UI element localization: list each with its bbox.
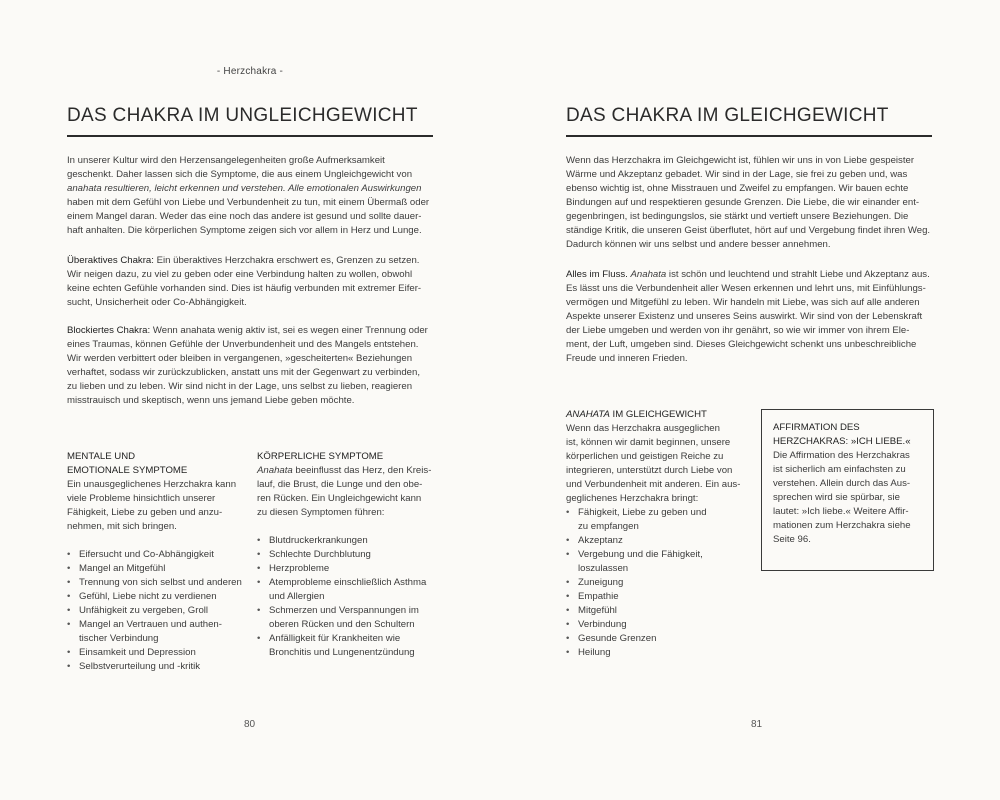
list-item-line: • Verbindung — [578, 619, 627, 630]
affirmation-content — [773, 421, 928, 547]
intro-line: Wärme und Akzeptanz gebadet. Wir sind in der Lage, sie frei zu geben und, was — [566, 169, 908, 180]
list-item — [566, 506, 756, 534]
list-item-line: • Akzeptanz — [578, 535, 623, 546]
list-item — [67, 646, 252, 660]
list-item-line: • Schlechte Durchblutung — [269, 549, 371, 560]
list-item — [67, 548, 252, 562]
intro-line: In unserer Kultur wird den Herzensangelegenheiten große Aufmerksamkeit — [67, 155, 385, 166]
left-intro-paragraph — [67, 154, 447, 238]
list-item-line: • Atemprobleme einschließlich Asthma — [269, 577, 427, 588]
list-item — [566, 604, 756, 618]
affirmation-body-line: Seite 96. — [773, 534, 811, 545]
affirmation-box — [761, 409, 934, 571]
physical-symptoms-column — [257, 450, 447, 660]
left-heading-rule — [67, 135, 433, 137]
intro-line: haben mit dem Gefühl von Liebe und Verbundenheit zu tun, mit einem Übermaß oder — [67, 197, 430, 208]
list-item-line: • Fähigkeit, Liebe zu geben und — [578, 507, 707, 518]
affirmation-title-line: HERZCHAKRAS: »ICH LIEBE.« — [773, 436, 911, 447]
balance-intro-line: integrieren, unterstützt durch Liebe von — [566, 465, 733, 476]
list-item — [257, 604, 447, 632]
affirmation-body-line: lautet: »Ich liebe.« Weitere Affir- — [773, 506, 909, 517]
list-item-line: • Unfähigkeit zu vergeben, Groll — [79, 605, 209, 616]
list-item-line: • Mangel an Vertrauen und authen- — [79, 619, 222, 630]
flow-line: Aspekte unserer Existenz und unseres Seins auswirkt. Wir sind von der Lebenskraft — [566, 311, 923, 322]
list-item — [566, 576, 756, 590]
list-item — [67, 618, 252, 646]
blocked-line: Blockiertes Chakra: Wenn anahata wenig aktiv ist, sei es wegen einer Trennung oder — [67, 325, 428, 336]
physical-intro-line: zu diesen Symptomen führen: — [257, 507, 385, 518]
list-item-line: • Gesunde Grenzen — [578, 633, 657, 644]
flow-paragraph — [566, 268, 946, 366]
list-item-line: • Mitgefühl — [578, 605, 617, 616]
right-heading-rule — [566, 135, 932, 137]
list-item-line: • Eifersucht und Co-Abhängigkeit — [79, 549, 214, 560]
blocked-label: Blockiertes Chakra: — [67, 325, 151, 336]
physical-symptom-list — [257, 534, 447, 660]
balance-intro-line: und Verbundenheit mit anderen. Ein aus- — [566, 479, 741, 490]
list-item — [566, 534, 756, 548]
balance-benefit-list — [566, 506, 756, 660]
physical-intro-line: ren Rücken. Ein Ungleichgewicht kann — [257, 493, 422, 504]
blocked-line: zu lieben und zu leben. Wir sind nicht in der Lage, uns selbst zu lieben, reagieren — [67, 381, 413, 392]
list-item — [257, 632, 447, 660]
list-item — [67, 660, 252, 674]
list-item — [257, 534, 447, 548]
flow-line: Es lässt uns die Verbundenheit aller Wesen erkennen und lehrt uns, mit Einfühlungs- — [566, 283, 926, 294]
list-item — [67, 604, 252, 618]
mental-intro-line: Fähigkeit, Liebe zu geben und anzu- — [67, 507, 223, 518]
mental-intro-line: viele Probleme hinsichtlich unserer — [67, 493, 216, 504]
list-item-line: • Heilung — [578, 647, 611, 658]
intro-line: haft anhalten. Die körperlichen Symptome zeigen sich vor allem in Herz und Lunge. — [67, 225, 422, 236]
list-item-line: • Blutdruckerkrankungen — [269, 535, 368, 546]
list-item — [566, 646, 756, 660]
intro-line: gegenbringen, ist bedingungslos, sie stärkt und vertieft unsere Beziehungen. Die — [566, 211, 909, 222]
mental-heading-line: MENTALE UND — [67, 451, 136, 462]
list-item-line: • Anfälligkeit für Krankheiten wie — [269, 633, 401, 644]
list-item-line: und Allergien — [269, 591, 325, 602]
list-item-line: • Schmerzen und Verspannungen im — [269, 605, 419, 616]
intro-line: Dadurch können wir uns selbst und andere besser annehmen. — [566, 239, 831, 250]
mental-symptom-list — [67, 548, 252, 674]
list-item-line: • Selbstverurteilung und -kritik — [79, 661, 201, 672]
overactive-line: Überaktives Chakra: Ein überaktives Herzchakra erschwert es, Grenzen zu setzen. — [67, 255, 420, 266]
blocked-line: eines Traumas, können Gefühle der Unverbundenheit und des Mangels entstehen. — [67, 339, 419, 350]
right-intro-paragraph — [566, 154, 946, 252]
list-item — [67, 590, 252, 604]
mental-intro-line: nehmen, mit sich bringen. — [67, 521, 177, 532]
list-item — [67, 576, 252, 590]
list-item — [257, 562, 447, 576]
flow-label: Alles im Fluss. — [566, 269, 628, 280]
list-item-line: loszulassen — [578, 563, 629, 574]
list-item-line: tischer Verbindung — [79, 633, 159, 644]
list-item — [67, 562, 252, 576]
affirmation-body-line: ist sicherlich am einfachsten zu — [773, 464, 906, 475]
right-page-heading: DAS CHAKRA IM GLEICHGEWICHT — [566, 105, 889, 126]
intro-line: ständige Kritik, die unseren Geist überflutet, hört auf und Vergebung findet ihren Weg. — [566, 225, 931, 236]
list-item-line: • Einsamkeit und Depression — [79, 647, 196, 658]
list-item — [566, 632, 756, 646]
overactive-paragraph — [67, 254, 447, 310]
list-item-line: • Herzprobleme — [269, 563, 330, 574]
physical-intro-line: lauf, die Brust, die Lunge und den obe- — [257, 479, 423, 490]
list-item-line: • Trennung von sich selbst und anderen — [79, 577, 242, 588]
list-item-line: • Mangel an Mitgefühl — [79, 563, 166, 574]
running-head: - Herzchakra - — [216, 66, 284, 77]
physical-heading: KÖRPERLICHE SYMPTOME — [257, 451, 384, 462]
list-item-line: • Zuneigung — [578, 577, 624, 588]
list-item — [257, 548, 447, 562]
overactive-line: sucht, Unsicherheit oder Co-Abhängigkeit. — [67, 297, 247, 308]
list-item-line: zu empfangen — [578, 521, 639, 532]
list-item — [566, 548, 756, 576]
intro-line: ebenso wichtig ist, ohne Misstrauen und Zweifel zu empfangen. Wir bauen echte — [566, 183, 909, 194]
physical-intro-line: Anahata beeinflusst das Herz, den Kreis- — [257, 465, 432, 476]
list-item — [566, 590, 756, 604]
right-page-number: 81 — [751, 719, 763, 730]
overactive-line: Wir neigen dazu, zu viel zu geben oder eine Verbindung halten zu wollen, obwohl — [67, 269, 413, 280]
affirmation-body-line: mationen zum Herzchakra siehe — [773, 520, 911, 531]
intro-line: Bindungen auf und respektieren gesunde Grenzen. Die Liebe, die wir einander ent- — [566, 197, 920, 208]
mental-heading-line: EMOTIONALE SYMPTOME — [67, 465, 188, 476]
affirmation-body-line: Die Affirmation des Herzchakras — [773, 450, 910, 461]
intro-line: Wenn das Herzchakra im Gleichgewicht ist, fühlen wir uns in von Liebe gespeister — [566, 155, 915, 166]
blocked-paragraph — [67, 324, 447, 408]
flow-line: der Liebe umgeben und werden von ihr genährt, so wie wir immer von ihrem Ele- — [566, 325, 910, 336]
intro-line: geschenkt. Daher lassen sich die Symptome, die aus einem Ungleichgewicht von — [67, 169, 413, 180]
mental-intro-line: Ein unausgeglichenes Herzchakra kann — [67, 479, 237, 490]
blocked-line: Wir werden verbittert oder bleiben in vergangenen, »gescheiterten« Beziehungen — [67, 353, 413, 364]
flow-line: Freude und inneren Frieden. — [566, 353, 688, 364]
balance-column — [566, 408, 756, 660]
mental-symptoms-column — [67, 450, 252, 674]
list-item-line: • Gefühl, Liebe nicht zu verdienen — [79, 591, 217, 602]
balance-heading: ANAHATA IM GLEICHGEWICHT — [566, 409, 707, 420]
left-page-heading: DAS CHAKRA IM UNGLEICHGEWICHT — [67, 105, 418, 126]
intro-line: einem Mangel daran. Weder das eine noch das andere ist gesund und sollte dauer- — [67, 211, 422, 222]
flow-line: vermögen und Mitgefühl zu leben. Wir handeln mit Liebe, was sich auf alle anderen — [566, 297, 920, 308]
intro-line: anahata resultieren, leicht erkennen und verstehen. Alle emotionalen Auswirkungen — [67, 183, 422, 194]
left-page-number: 80 — [244, 719, 256, 730]
balance-intro-line: geglichenes Herzchakra bringt: — [566, 493, 699, 504]
list-item-line: • Vergebung und die Fähigkeit, — [578, 549, 703, 560]
flow-line: Alles im Fluss. Anahata ist schön und leuchtend und strahlt Liebe und Akzeptanz aus. — [566, 269, 930, 280]
list-item-line: Bronchitis und Lungenentzündung — [269, 647, 415, 658]
list-item — [566, 618, 756, 632]
blocked-line: misstrauisch und skeptisch, wenn uns jemand Liebe geben möchte. — [67, 395, 355, 406]
list-item-line: • Empathie — [578, 591, 619, 602]
overactive-line: keine echten Gefühle vorhanden sind. Dies ist häufig verbunden mit extremer Eifer- — [67, 283, 422, 294]
affirmation-body-line: verstehen. Allein durch das Aus- — [773, 478, 911, 489]
list-item-line: oberen Rücken und den Schultern — [269, 619, 415, 630]
affirmation-body-line: sprechen wird sie spürbar, sie — [773, 492, 900, 503]
flow-line: ment, der Luft, umgeben sind. Dieses Gleichgewicht schenkt uns unbeschreibliche — [566, 339, 917, 350]
blocked-line: verhaftet, sodass wir zurückzublicken, anstatt uns mit der Gegenwart zu verbinden, — [67, 367, 421, 378]
balance-intro-line: körperlichen und geistigen Reiche zu — [566, 451, 724, 462]
list-item — [257, 576, 447, 604]
balance-intro-line: Wenn das Herzchakra ausgeglichen — [566, 423, 720, 434]
affirmation-title-line: AFFIRMATION DES — [773, 422, 860, 433]
balance-intro-line: ist, können wir damit beginnen, unsere — [566, 437, 731, 448]
overactive-label: Überaktives Chakra: — [67, 255, 154, 266]
